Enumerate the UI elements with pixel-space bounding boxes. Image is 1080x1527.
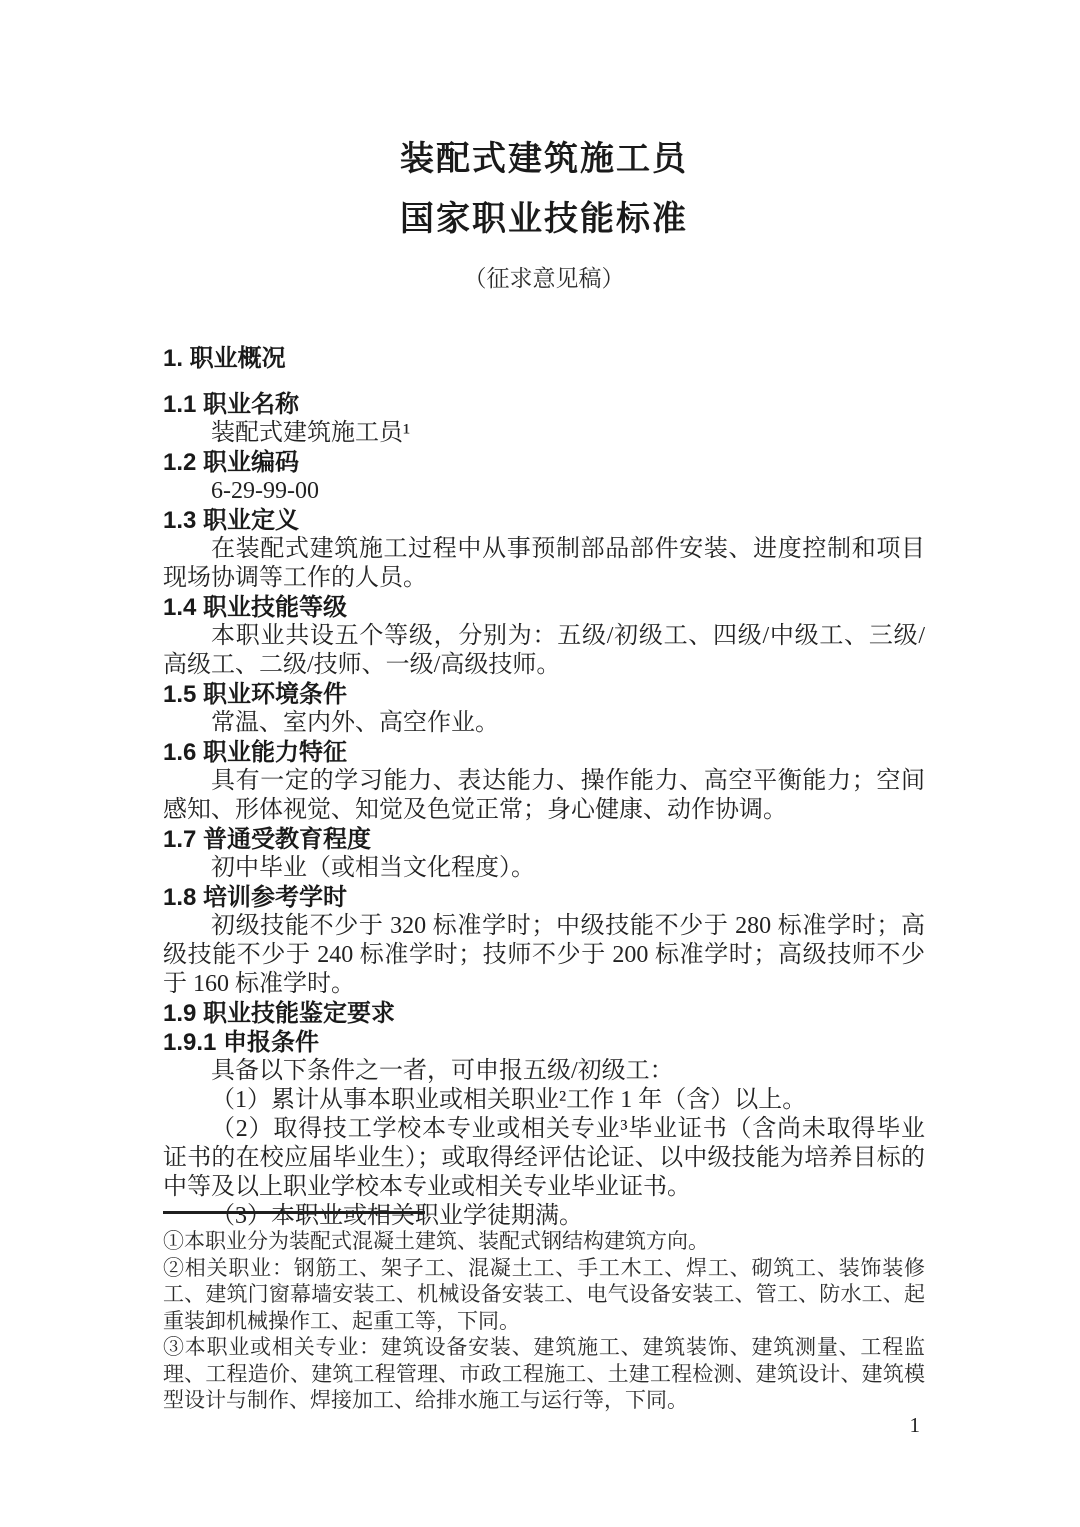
subheading-ability-traits: 1.6 职业能力特征: [163, 739, 348, 766]
subheading-skill-levels: 1.4 职业技能等级: [163, 594, 348, 621]
subheading-education-level: 1.7 普通受教育程度: [163, 826, 372, 853]
para-application-intro: 具备以下条件之一者，可申报五级/初级工：: [211, 1058, 674, 1084]
subheading-work-environment: 1.5 职业环境条件: [163, 681, 348, 708]
para-training-hours: 初级技能不少于 320 标准学时；中级技能不少于 280 标准学时；高级技能不少于 240 标准学时；技师不少于 200 标准学时；高级技师不少于 160 标准学时。: [163, 913, 925, 997]
subheading-occupation-name: 1.1 职业名称: [163, 391, 300, 418]
para-condition-2: （2）取得技工学校本专业或相关专业³毕业证书（含尚未取得毕业证书的在校应届毕业生）；或取得经评估论证、以中级技能为培养目标的中等及以上职业学校本专业或相关专业毕业证书。: [163, 1116, 925, 1200]
document-title-line1: 装配式建筑施工员: [400, 140, 688, 178]
document-title-line2: 国家职业技能标准: [400, 200, 688, 238]
para-ability-traits: 具有一定的学习能力、表达能力、操作能力、高空平衡能力；空间感知、形体视觉、知觉及色觉正常；身心健康、动作协调。: [163, 768, 925, 823]
subheading-occupation-definition: 1.3 职业定义: [163, 507, 300, 534]
subheading-training-hours: 1.8 培训参考学时: [163, 884, 348, 911]
footnote-2: ②相关职业：钢筋工、架子工、混凝土工、手工木工、焊工、砌筑工、装饰装修工、建筑门窗幕墙安装工、机械设备安装工、电气设备安装工、管工、防水工、起重装卸机械操作工、起重工等，下同。: [163, 1255, 925, 1333]
footnotes-section: [163, 1211, 925, 1414]
subheading-application-conditions: 1.9.1 申报条件: [163, 1029, 320, 1056]
para-occupation-name: 装配式建筑施工员¹: [211, 420, 411, 446]
para-condition-3: （3）本职业或相关职业学徒期满。: [211, 1203, 583, 1229]
document-body: [163, 344, 925, 1231]
footnote-1: ①本职业分为装配式混凝土建筑、装配式钢结构建筑方向。: [163, 1229, 709, 1253]
subheading-appraisal-requirements: 1.9 职业技能鉴定要求: [163, 1000, 396, 1027]
para-occupation-definition: 在装配式建筑施工过程中从事预制部品部件安装、进度控制和项目现场协调等工作的人员。: [163, 536, 925, 591]
para-skill-levels: 本职业共设五个等级，分别为：五级/初级工、四级/中级工、三级/高级工、二级/技师、一级/高级技师。: [163, 623, 925, 678]
subheading-occupation-code: 1.2 职业编码: [163, 449, 300, 476]
document-content: [163, 138, 925, 1231]
para-education-level: 初中毕业（或相当文化程度）。: [211, 855, 535, 881]
page-number: 1: [909, 1413, 920, 1437]
section-heading-occupation-overview: 1. 职业概况: [163, 345, 286, 372]
para-occupation-code: 6-29-99-00: [211, 478, 319, 504]
footnote-divider: [163, 1211, 425, 1214]
document-subtitle: （征求意见稿）: [463, 266, 625, 291]
para-condition-1: （1）累计从事本职业或相关职业²工作 1 年（含）以上。: [211, 1087, 807, 1113]
footnote-3: ③本职业或相关专业：建筑设备安装、建筑施工、建筑装饰、建筑测量、工程监理、工程造价、建筑工程管理、市政工程施工、土建工程检测、建筑设计、建筑模型设计与制作、焊接加工、给排水施工与运行等，下同。: [163, 1335, 925, 1412]
para-work-environment: 常温、室内外、高空作业。: [211, 710, 499, 736]
